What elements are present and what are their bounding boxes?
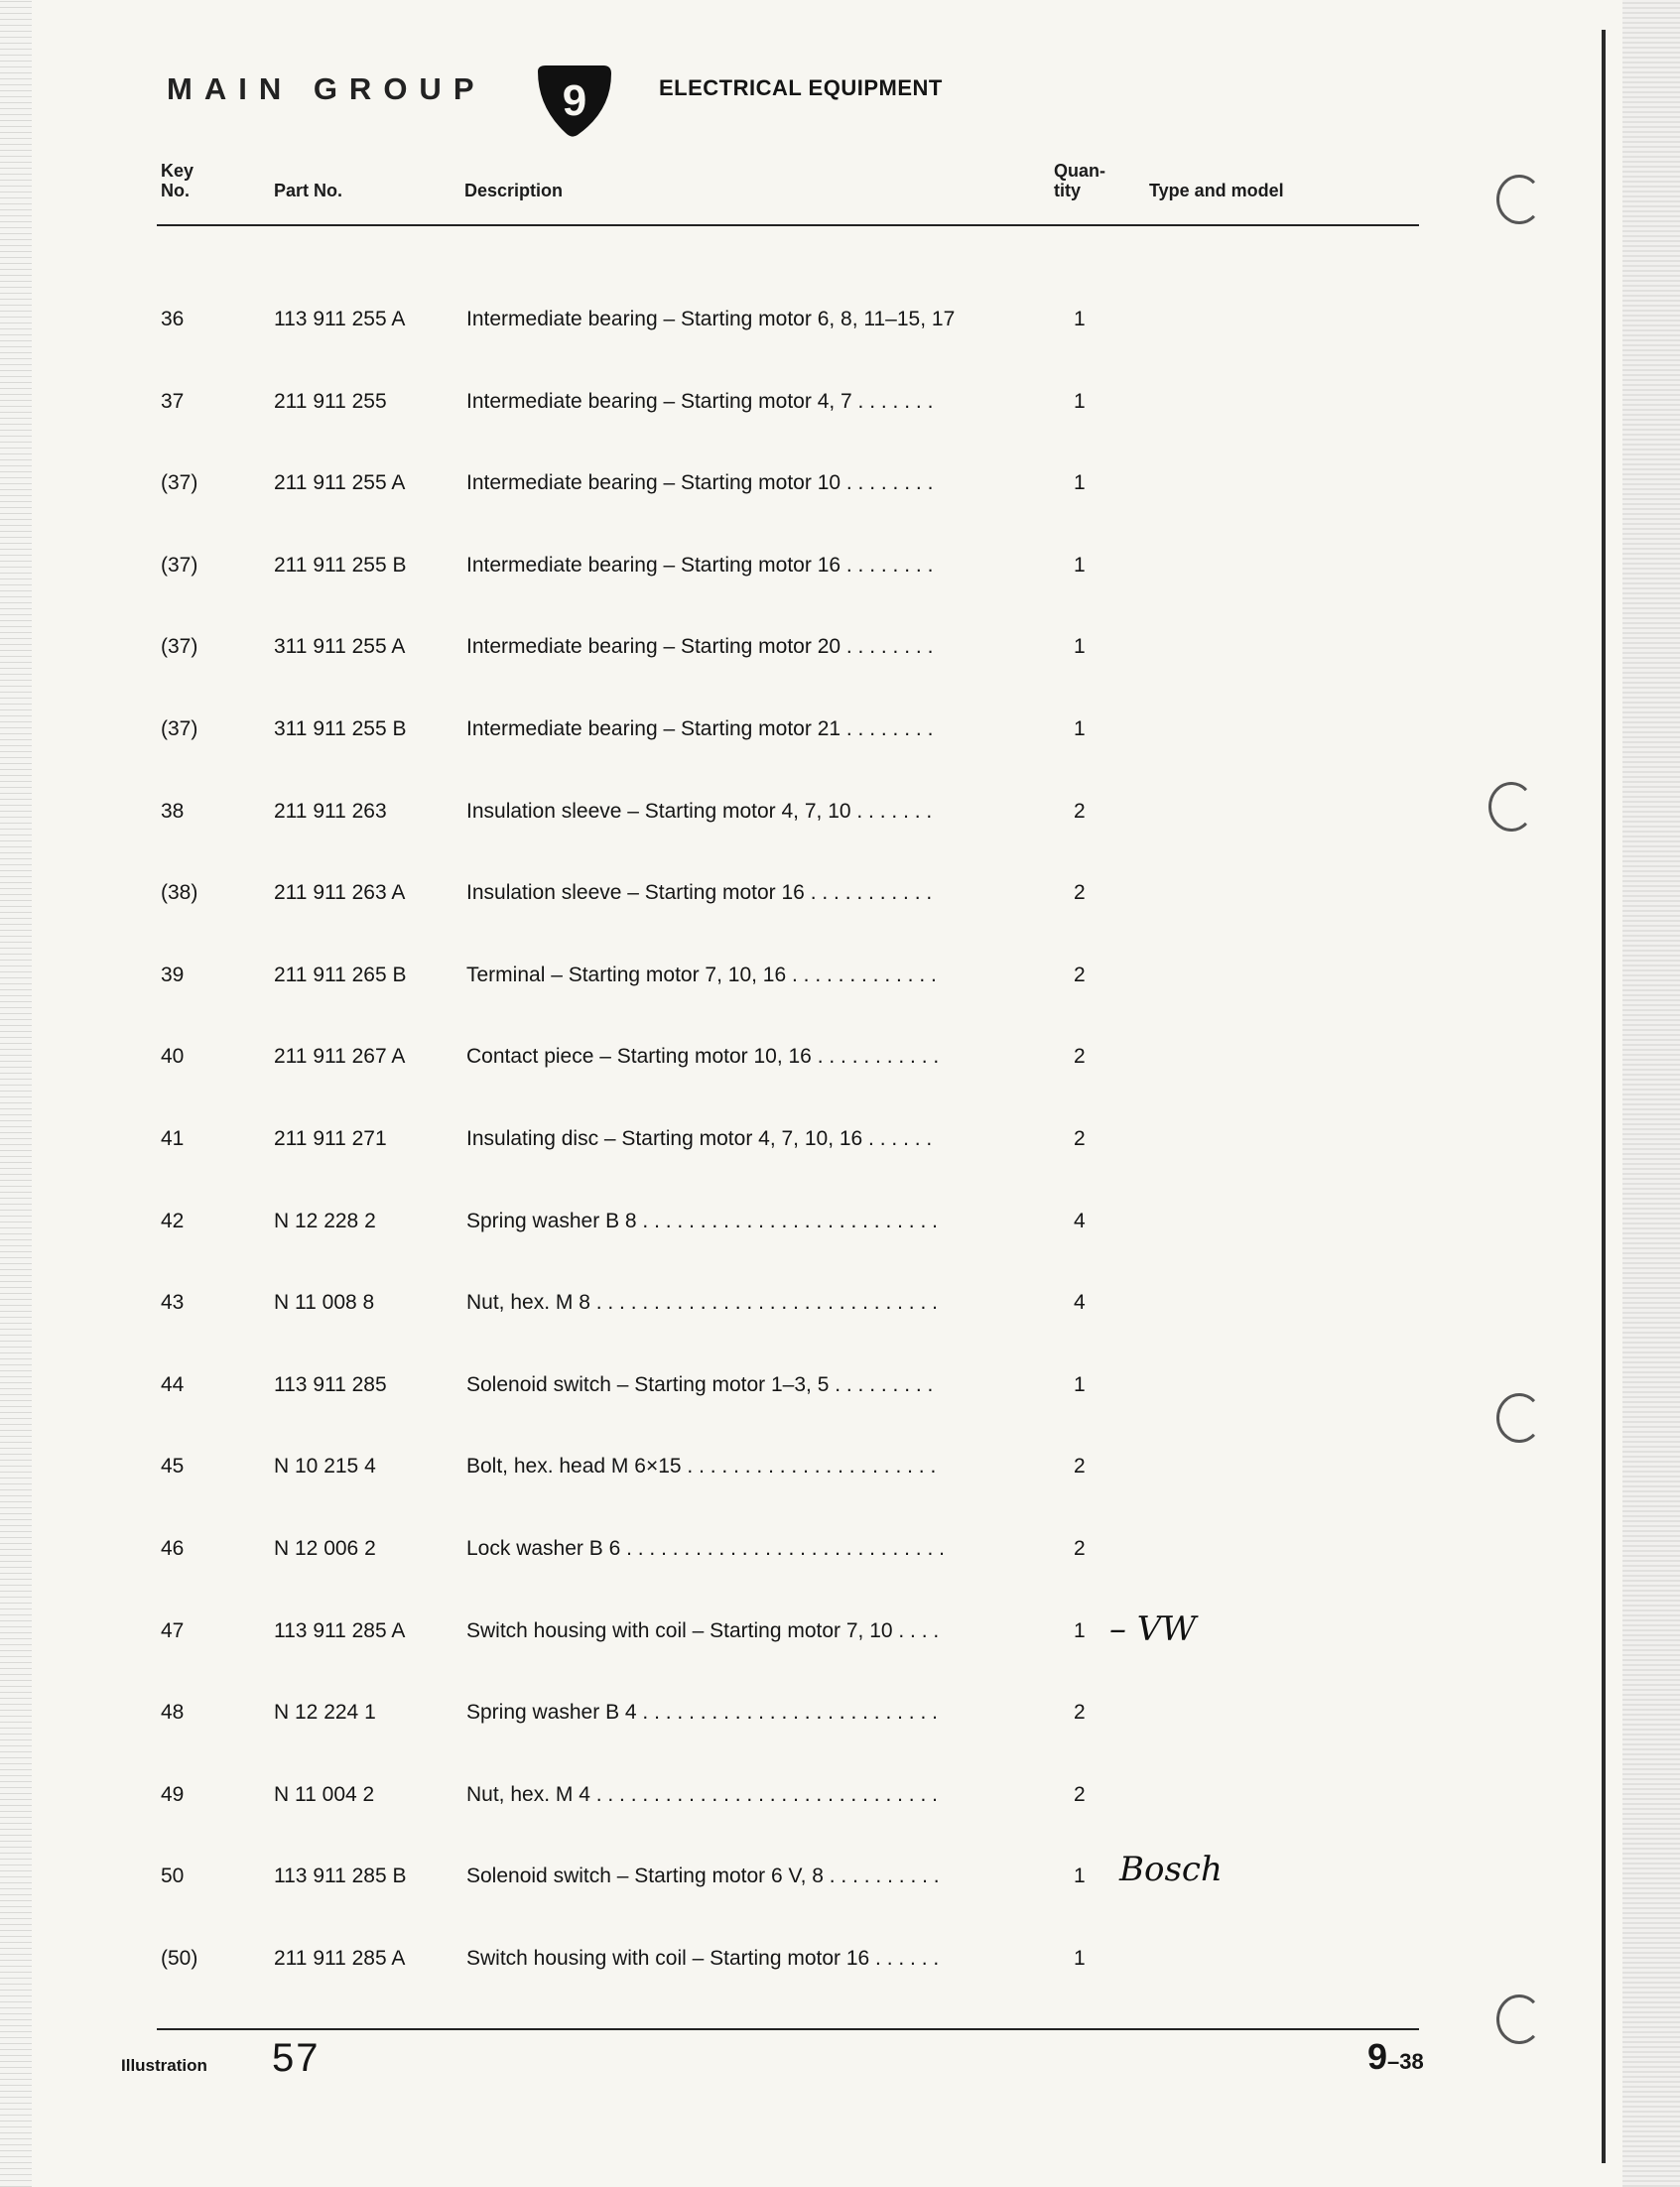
description-cell: Nut, hex. M 4 . . . . . . . . . . . . . . . . . . . . . . . . . . . . . . [466,1783,938,1806]
col-description: Description [464,181,564,200]
key-no-cell: 46 [161,1537,185,1560]
page-number: 9–38 [1367,2036,1424,2077]
quantity-cell: 2 [1074,1045,1086,1068]
page-header [167,64,1060,143]
table-row [157,308,1419,347]
part-no-cell: N 12 006 2 [274,1537,376,1560]
col-key-no: Key No. [161,161,194,200]
group-number-badge [532,64,617,139]
table-row [157,1455,1419,1494]
description-cell: Spring washer B 8 . . . . . . . . . . . . . . . . . . . . . . . . . . [466,1210,938,1232]
punch-hole [1496,175,1542,224]
table-row [157,1537,1419,1577]
table-row [157,1291,1419,1331]
key-no-cell: (37) [161,554,198,577]
table-row [157,1865,1419,1904]
description-cell: Terminal – Starting motor 7, 10, 16 . . . . . . . . . . . . . [466,964,937,986]
quantity-cell: 1 [1074,554,1086,577]
part-no-cell: 211 911 263 A [274,881,406,904]
table-row [157,1210,1419,1249]
description-cell: Insulation sleeve – Starting motor 16 . . . . . . . . . . . [466,881,933,904]
punch-hole [1496,1393,1542,1443]
illustration-label: Illustration [121,2056,207,2075]
description-cell: Intermediate bearing – Starting motor 10 . . . . . . . . [466,471,934,494]
quantity-cell: 1 [1074,1865,1086,1887]
col-type-model: Type and model [1149,181,1284,200]
scan-left-edge [0,0,32,2187]
quantity-cell: 1 [1074,1619,1086,1642]
part-no-cell: N 10 215 4 [274,1455,376,1478]
part-no-cell: N 12 228 2 [274,1210,376,1232]
key-no-cell: 40 [161,1045,185,1068]
part-no-cell: 211 911 263 [274,800,387,823]
part-no-cell: 211 911 265 B [274,964,407,986]
table-row [157,800,1419,839]
part-no-cell: 211 911 255 A [274,471,406,494]
description-cell: Lock washer B 6 . . . . . . . . . . . . . . . . . . . . . . . . . . . . [466,1537,945,1560]
description-cell: Intermediate bearing – Starting motor 20 . . . . . . . . [466,635,934,658]
part-no-cell: N 11 004 2 [274,1783,375,1806]
table-row [157,1783,1419,1823]
quantity-cell: 2 [1074,1455,1086,1478]
description-cell: Insulation sleeve – Starting motor 4, 7, 10 . . . . . . . [466,800,933,823]
quantity-cell: 2 [1074,964,1086,986]
description-cell: Insulating disc – Starting motor 4, 7, 10, 16 . . . . . . [466,1127,933,1150]
key-no-cell: 48 [161,1701,185,1724]
description-cell: Bolt, hex. head M 6×15 . . . . . . . . . . . . . . . . . . . . . . [466,1455,937,1478]
illustration-number: 57 [272,2036,321,2080]
table-row [157,1045,1419,1085]
description-cell: Intermediate bearing – Starting motor 21 . . . . . . . . [466,717,934,740]
table-row [157,881,1419,921]
quantity-cell: 1 [1074,471,1086,494]
punch-hole [1488,782,1534,832]
table-row [157,1701,1419,1740]
key-no-cell: (38) [161,881,198,904]
handwritten-note-vw: – VW [1109,1609,1197,1649]
quantity-cell: 1 [1074,717,1086,740]
description-cell: Solenoid switch – Starting motor 1–3, 5 . . . . . . . . . [466,1373,934,1396]
description-cell: Nut, hex. M 8 . . . . . . . . . . . . . . . . . . . . . . . . . . . . . . [466,1291,938,1314]
key-no-cell: 38 [161,800,185,823]
quantity-cell: 1 [1074,390,1086,413]
part-no-cell: 113 911 255 A [274,308,406,330]
quantity-cell: 1 [1074,308,1086,330]
key-no-cell: 47 [161,1619,185,1642]
key-no-cell: 41 [161,1127,185,1150]
quantity-cell: 4 [1074,1210,1086,1232]
part-no-cell: N 11 008 8 [274,1291,375,1314]
description-cell: Switch housing with coil – Starting motor 16 . . . . . . [466,1947,940,1970]
quantity-cell: 1 [1074,635,1086,658]
binder-line [1602,30,1606,2163]
description-cell: Switch housing with coil – Starting motor 7, 10 . . . . [466,1619,940,1642]
quantity-cell: 2 [1074,1537,1086,1560]
quantity-cell: 2 [1074,1127,1086,1150]
part-no-cell: 211 911 285 A [274,1947,406,1970]
table-row [157,471,1419,511]
description-cell: Intermediate bearing – Starting motor 6, 8, 11–15, 17 [466,308,956,330]
col-part-no: Part No. [274,181,343,200]
description-cell: Solenoid switch – Starting motor 6 V, 8 . . . . . . . . . . [466,1865,940,1887]
part-no-cell: 311 911 255 B [274,717,407,740]
key-no-cell: 37 [161,390,185,413]
group-title: ELECTRICAL EQUIPMENT [659,75,943,100]
key-no-cell: (37) [161,635,198,658]
key-no-cell: 36 [161,308,185,330]
part-no-cell: 311 911 255 A [274,635,406,658]
quantity-cell: 2 [1074,800,1086,823]
punch-hole [1496,1994,1542,2044]
part-no-cell: 211 911 255 B [274,554,407,577]
table-row [157,1619,1419,1659]
table-row [157,635,1419,675]
part-no-cell: N 12 224 1 [274,1701,376,1724]
col-quantity: Quan- tity [1054,161,1105,200]
description-cell: Intermediate bearing – Starting motor 16 . . . . . . . . [466,554,934,577]
key-no-cell: 45 [161,1455,185,1478]
part-no-cell: 113 911 285 A [274,1619,406,1642]
key-no-cell: 44 [161,1373,185,1396]
description-cell: Intermediate bearing – Starting motor 4, 7 . . . . . . . [466,390,934,413]
quantity-cell: 2 [1074,881,1086,904]
key-no-cell: 43 [161,1291,185,1314]
key-no-cell: (37) [161,471,198,494]
key-no-cell: 50 [161,1865,185,1887]
table-row [157,390,1419,430]
quantity-cell: 4 [1074,1291,1086,1314]
group-number: 9 [562,76,587,125]
description-cell: Spring washer B 4 . . . . . . . . . . . . . . . . . . . . . . . . . . [466,1701,938,1724]
quantity-cell: 1 [1074,1373,1086,1396]
quantity-cell: 2 [1074,1783,1086,1806]
key-no-cell: 49 [161,1783,185,1806]
key-no-cell: (50) [161,1947,198,1970]
part-no-cell: 211 911 255 [274,390,387,413]
header-rule [157,224,1419,226]
main-group-label: MAIN GROUP [167,71,486,106]
table-row [157,717,1419,757]
quantity-cell: 2 [1074,1701,1086,1724]
table-row [157,1127,1419,1167]
part-no-cell: 113 911 285 B [274,1865,407,1887]
table-row [157,964,1419,1003]
table-row [157,554,1419,593]
key-no-cell: 42 [161,1210,185,1232]
part-no-cell: 211 911 267 A [274,1045,406,1068]
description-cell: Contact piece – Starting motor 10, 16 . . . . . . . . . . . [466,1045,940,1068]
handwritten-note-bosch: Bosch [1119,1850,1223,1889]
part-no-cell: 211 911 271 [274,1127,387,1150]
part-no-cell: 113 911 285 [274,1373,387,1396]
table-row [157,1947,1419,1987]
scan-right-edge [1622,0,1680,2187]
key-no-cell: 39 [161,964,185,986]
table-row [157,1373,1419,1413]
key-no-cell: (37) [161,717,198,740]
quantity-cell: 1 [1074,1947,1086,1970]
footer-rule [157,2028,1419,2030]
